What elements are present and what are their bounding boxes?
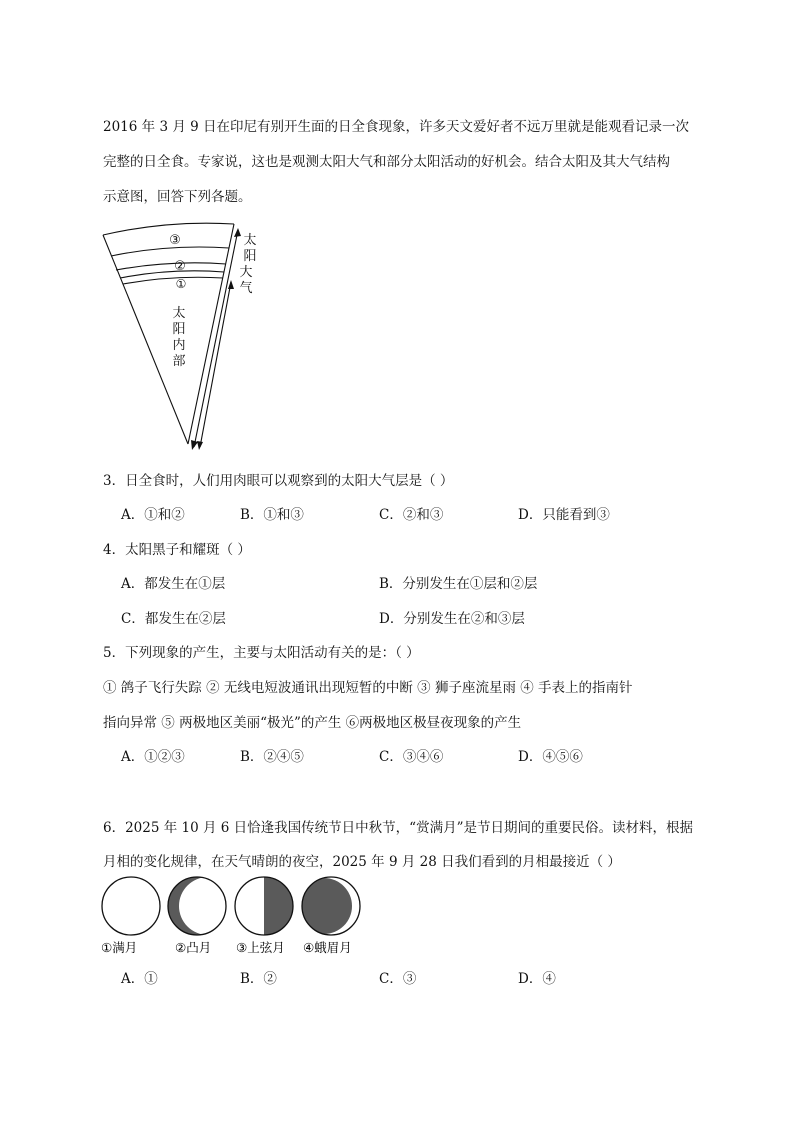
crescent-moon-icon: [296, 877, 360, 935]
interior-label-3: 内: [172, 338, 186, 353]
q3-option-a[interactable]: A．①和②: [121, 507, 185, 523]
q6-stem-line-2: 月相的变化规律，在天气晴朗的夜空，2025 年 9 月 28 日我们看到的月相最接近（ ）: [103, 854, 621, 870]
q4-option-d[interactable]: D．分别发生在②和③层: [379, 611, 525, 627]
q5-stem: 5．下列现象的产生，主要与太阳活动有关的是：（ ）: [103, 645, 420, 661]
intro-line-3: 示意图，回答下列各题。: [103, 189, 252, 205]
q5-option-c[interactable]: C．③④⑥: [379, 749, 444, 765]
gibbous-moon-icon: [168, 877, 237, 935]
q4-option-c[interactable]: C．都发生在②层: [121, 611, 226, 627]
q5-option-d[interactable]: D．④⑤⑥: [518, 749, 583, 765]
atmosphere-label-2: 阳: [243, 249, 257, 264]
q6-option-d[interactable]: D．④: [518, 971, 556, 987]
interior-label-1: 太: [172, 306, 186, 321]
q3-option-c[interactable]: C．②和③: [379, 507, 444, 523]
interior-label-4: 部: [172, 354, 186, 369]
moon-caption-crescent: ④蛾眉月: [303, 940, 352, 955]
q5-option-b[interactable]: B．②④⑤: [240, 749, 304, 765]
sun-structure-diagram: [100, 222, 260, 454]
full-moon-icon: [102, 877, 160, 935]
q6-option-b[interactable]: B．②: [240, 971, 277, 987]
atmosphere-label-3: 大: [239, 265, 253, 280]
moon-caption-gibbous: ②凸月: [175, 940, 212, 955]
q3-option-d[interactable]: D．只能看到③: [518, 507, 610, 523]
q4-option-b[interactable]: B．分别发生在①层和②层: [379, 576, 538, 592]
q4-stem: 4．太阳黑子和耀斑（ ）: [103, 542, 251, 558]
layer-3-label: ③: [169, 233, 181, 248]
q5-option-a[interactable]: A．①②③: [121, 749, 185, 765]
q5-items-line-2: 指向异常 ⑤ 两极地区美丽“极光”的产生 ⑥两极地区极昼夜现象的产生: [103, 715, 522, 731]
q5-items-line-1: ① 鸽子飞行失踪 ② 无线电短波通讯出现短暂的中断 ③ 狮子座流星雨 ④ 手表上的指南针: [103, 680, 633, 696]
q6-option-a[interactable]: A．①: [121, 971, 158, 987]
first-quarter-moon-icon: [235, 877, 293, 935]
moon-caption-full: ①满月: [101, 940, 138, 955]
q4-option-a[interactable]: A．都发生在①层: [121, 576, 226, 592]
layer-2-label: ②: [174, 259, 186, 274]
interior-label-2: 阳: [172, 322, 186, 337]
layer-1-label: ①: [175, 277, 187, 291]
intro-line-1: 2016 年 3 月 9 日在印尼有别开生面的日全食现象，许多天文爱好者不远万里就是能观看记录一次: [103, 119, 689, 135]
moon-phase-figure: [100, 876, 370, 956]
q3-stem: 3．日全食时，人们用肉眼可以观察到的太阳大气层是（ ）: [103, 473, 454, 489]
q6-stem-line-1: 6．2025 年 10 月 6 日恰逢我国传统节日中秋节，“赏满月”是节日期间的重要民俗。读材料，根据: [103, 820, 693, 836]
atmosphere-label-1: 太: [243, 233, 257, 248]
q3-option-b[interactable]: B．①和③: [240, 507, 304, 523]
intro-line-2: 完整的日全食。专家说，这也是观测太阳大气和部分太阳活动的好机会。结合太阳及其大气结构: [103, 154, 670, 170]
atmosphere-label-4: 气: [239, 281, 253, 296]
q6-option-c[interactable]: C．③: [379, 971, 417, 987]
moon-caption-first-quarter: ③上弦月: [236, 940, 285, 955]
